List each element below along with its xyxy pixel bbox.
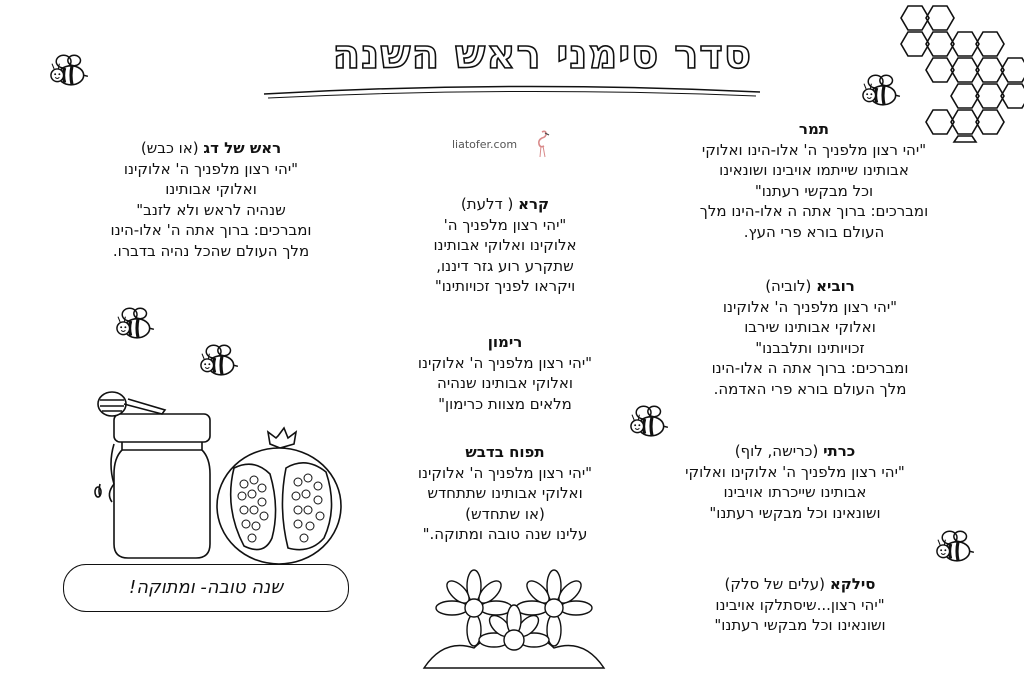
blessing-note: (לוביה) — [765, 277, 812, 295]
pomegranate-icon — [214, 428, 344, 568]
blessing-note: (או כבש) — [140, 139, 199, 157]
blessing-karti — [670, 441, 920, 523]
blessing-note: (עלים של סלק) — [724, 575, 826, 593]
blessing-kra — [410, 194, 600, 297]
blessing-title: כרתי — [823, 442, 856, 460]
blessing-line: ואלוקי אבותינו שירבו — [744, 318, 876, 336]
blessing-line: מלך העולם בורא פרי האדמה. — [713, 379, 907, 398]
blessing-title: תמר — [798, 120, 830, 138]
blessing-line: ושונאינו וכל מבקשי רעתנו" — [714, 616, 886, 634]
greeting-box — [63, 564, 349, 612]
blessing-line: אבותינו שייתמו אויבינו ושונאינו — [719, 161, 909, 179]
blessing-line: "יהי רצון...שיסתלקו אויבינו — [715, 595, 885, 614]
blessing-title: רוביא — [816, 277, 855, 295]
bee-icon — [938, 528, 976, 564]
blessing-title: סילקא — [829, 575, 876, 593]
blessing-rosh — [96, 138, 326, 261]
bee-icon — [202, 342, 240, 378]
blessing-line: ומברכים: ברוך אתה ה אלו-הינו מלך — [699, 202, 929, 220]
blessing-line: ומברכים: ברוך אתה ה' אלו-הינו — [110, 221, 312, 239]
blessing-line: ואלוקי אבותינו — [165, 180, 257, 198]
blessing-tapuach — [393, 442, 617, 545]
blessing-line: זכויותינו ותלבבנו" — [755, 338, 865, 357]
blessing-line: שנהיה לראש ולא לזנב" — [136, 200, 286, 219]
blessing-silka — [685, 574, 915, 636]
blessing-line: "יהי רצון מלפניך ה' אלוקינו — [417, 463, 593, 482]
title-underline — [262, 82, 762, 102]
blessing-line: "יהי רצון מלפניך ה' אלוקינו — [123, 159, 299, 178]
honey-jar-icon — [92, 384, 222, 564]
blessing-line: (או שתחדש) — [465, 504, 545, 523]
flamingo-icon — [530, 128, 550, 158]
blessing-rubia — [695, 276, 925, 399]
bee-icon — [864, 72, 902, 108]
blessing-line: "יהי רצון מלפניך ה' אלוקינו — [722, 297, 898, 316]
blessing-rimon — [395, 332, 615, 414]
blessing-title: רימון — [487, 333, 523, 351]
bee-icon — [118, 305, 156, 341]
blessing-note: (כרישה, לוף) — [734, 442, 819, 460]
blessing-note: ( דלעת) — [460, 195, 514, 213]
blessing-title: קרא — [518, 195, 550, 213]
blessing-line: ואלוקי אבותינו שתתחדש — [427, 484, 583, 502]
blessing-line: "יהי רצון מלפניך ה' אלוקינו — [417, 353, 593, 372]
greeting-text: שנה טובה- ומתוקה! — [128, 577, 283, 598]
blessing-line: ושונאינו וכל מבקשי רעתנו" — [709, 503, 881, 522]
blessing-line: אלוקינו ואלוקי אבותינו — [433, 236, 577, 254]
blessing-line: מלך העולם שהכל נהיה בדברו. — [112, 241, 310, 260]
blessing-line: "יהי רצון מלפניך ה' אלוקינו ואלוקי — [685, 462, 905, 481]
page-title: סדר סימני ראש השנה — [332, 32, 752, 78]
blessing-line: מלאים מצוות כרימון" — [438, 394, 572, 413]
blessing-tamar — [690, 119, 938, 242]
blessing-line: ואלוקי אבותינו שנהיה — [437, 374, 573, 392]
blessing-line: ומברכים: ברוך אתה ה אלו-הינו — [711, 359, 909, 377]
blessing-line: אבותינו שייכרתו אויבינו — [723, 483, 867, 501]
bee-icon — [632, 403, 670, 439]
blessing-line: "יהי רצון מלפניך ה' — [443, 215, 567, 234]
bee-icon — [52, 52, 90, 88]
blessing-line: וכל מבקשי רעתנו" — [754, 181, 874, 200]
blessing-title: ראש של דג — [203, 139, 282, 157]
flowers-icon — [414, 568, 614, 678]
site-label: liatofer.com — [452, 138, 518, 151]
blessing-line: העולם בורא פרי העץ. — [743, 222, 885, 241]
blessing-title: תפוח בדבש — [465, 443, 545, 461]
blessing-line: שתקרע רוע גזר דיננו, — [436, 256, 574, 275]
blessing-line: עלינו שנה טובה ומתוקה." — [422, 525, 588, 543]
title-area — [262, 32, 762, 102]
blessing-line: "יהי רצון מלפניך ה' אלו-הינו ואלוקי — [701, 140, 927, 159]
blessing-line: ויקראו לפניך זכויותינו" — [434, 277, 576, 295]
